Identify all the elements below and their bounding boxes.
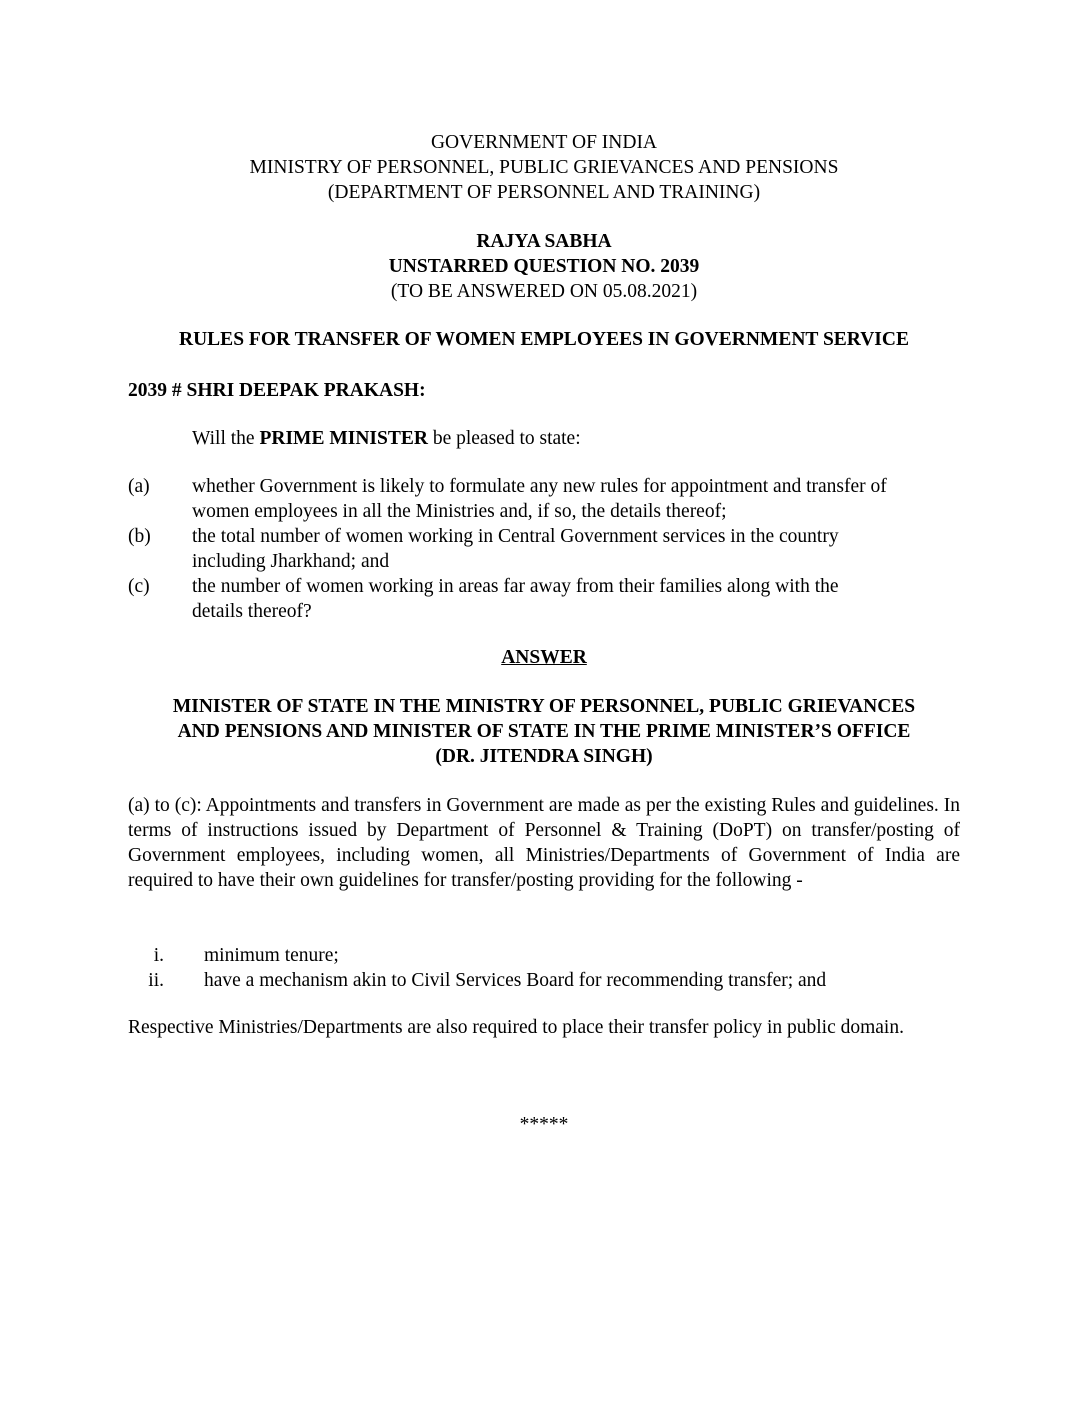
question-intro — [192, 426, 581, 451]
question-label: (b) — [128, 526, 151, 547]
question-subject: RULES FOR TRANSFER OF WOMEN EMPLOYEES IN GOVERNMENT SERVICE — [179, 329, 909, 350]
header-department: (DEPARTMENT OF PERSONNEL AND TRAINING) — [327, 182, 761, 203]
question-label: (a) — [128, 476, 150, 497]
guideline-text: minimum tenure; — [204, 945, 339, 966]
intro-addressee: PRIME MINISTER — [259, 428, 428, 449]
answer-paragraph: (a) to (c): Appointments and transfers in Government are made as per the existing Rules and guidelines. In terms of instructions issued by Department of Personnel & Training (DoPT) on transfer/posting of Government employees, including women, all Ministries/Departments of Government of India are required to have their own guidelines for transfer/posting providing for the following - — [128, 795, 960, 891]
minister-line-2: AND PENSIONS AND MINISTER OF STATE IN THE PRIME MINISTER’S OFFICE — [177, 721, 911, 742]
answer-heading: ANSWER — [501, 647, 587, 668]
guideline-text: have a mechanism akin to Civil Services Board for recommending transfer; and — [204, 970, 827, 991]
minister-name: (DR. JITENDRA SINGH) — [435, 746, 653, 767]
guideline-number: ii. — [148, 970, 164, 991]
answer-date: (TO BE ANSWERED ON 05.08.2021) — [390, 281, 698, 302]
question-text-line: including Jharkhand; and — [192, 551, 390, 572]
question-text-line: women employees in all the Ministries and, if so, the details thereof; — [192, 501, 727, 522]
minister-line-1: MINISTER OF STATE IN THE MINISTRY OF PERSONNEL, PUBLIC GRIEVANCES — [172, 696, 916, 717]
header-ministry: MINISTRY OF PERSONNEL, PUBLIC GRIEVANCES AND PENSIONS — [249, 157, 839, 178]
question-text-line: whether Government is likely to formulate any new rules for appointment and transfer of — [192, 476, 887, 497]
intro-suffix: be pleased to state: — [427, 428, 581, 449]
closing-paragraph: Respective Ministries/Departments are also required to place their transfer policy in public domain. — [128, 1017, 904, 1038]
questioner-name: 2039 # SHRI DEEPAK PRAKASH: — [128, 380, 426, 401]
end-marker: ***** — [519, 1114, 569, 1135]
question-text-line: the number of women working in areas far away from their families along with the — [192, 576, 839, 597]
question-label: (c) — [128, 576, 150, 597]
header-government: GOVERNMENT OF INDIA — [430, 132, 658, 153]
guideline-number: i. — [153, 945, 164, 966]
question-text-line: details thereof? — [192, 601, 312, 622]
question-number: UNSTARRED QUESTION NO. 2039 — [388, 256, 700, 277]
question-text-line: the total number of women working in Central Government services in the country — [192, 526, 839, 547]
intro-prefix: Will the — [192, 428, 260, 449]
house-name: RAJYA SABHA — [476, 231, 612, 252]
